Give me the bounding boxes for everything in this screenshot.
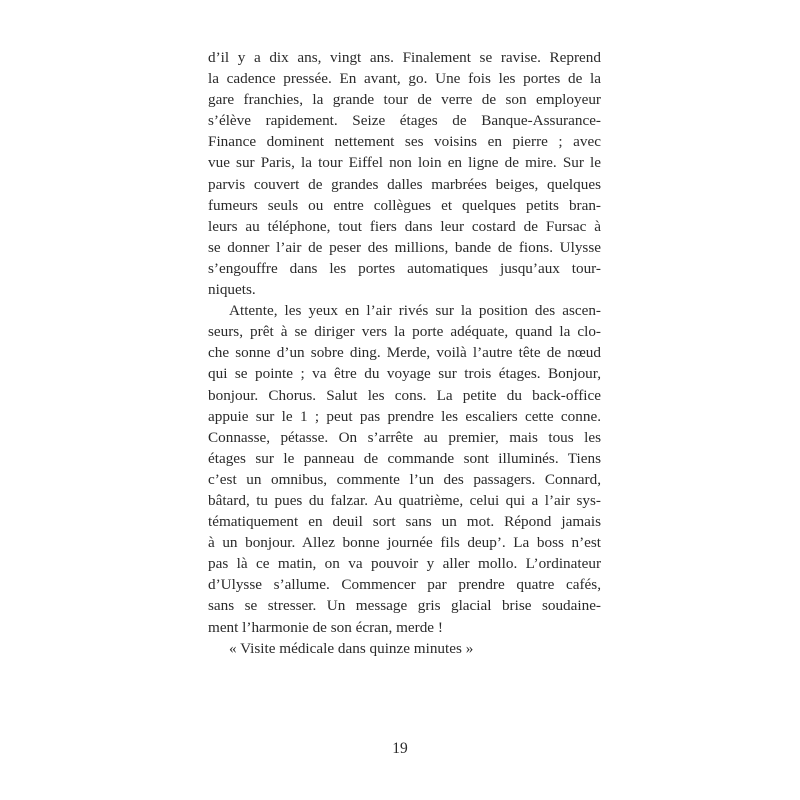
text-line: la cadence pressée. En avant, go. Une fois les portes de la xyxy=(208,70,601,88)
text-line: qui se pointe ; va être du voyage sur trois étages. Bonjour, xyxy=(208,365,601,383)
text-line: « Visite médicale dans quinze minutes » xyxy=(229,639,474,657)
text-line: pas là ce matin, on va pouvoir y aller mollo. L’ordinateur xyxy=(208,555,601,573)
text-line: se donner l’air de peser des millions, bande de fions. Ulysse xyxy=(208,238,601,256)
text-line: ment l’harmonie de son écran, merde ! xyxy=(208,618,443,636)
text-line: s’engouffre dans les portes automatiques jusqu’aux tour- xyxy=(208,259,601,277)
text-line: étages sur le panneau de commande sont illuminés. Tiens xyxy=(208,449,601,467)
paragraph xyxy=(208,47,601,300)
text-line: niquets. xyxy=(208,281,256,299)
text-line: parvis couvert de grandes dalles marbrées beiges, quelques xyxy=(208,175,601,193)
text-line: gare franchies, la grande tour de verre de son employeur xyxy=(208,91,601,109)
text-line: seurs, prêt à se diriger vers la porte adéquate, quand la clo- xyxy=(208,323,601,341)
text-line: tématiquement en deuil sort sans un mot. Répond jamais xyxy=(208,513,601,531)
text-line: à un bonjour. Allez bonne journée fils deup’. La boss n’est xyxy=(208,534,601,552)
text-line: appuie sur le 1 ; peut pas prendre les escaliers cette conne. xyxy=(208,407,601,425)
text-line: d’il y a dix ans, vingt ans. Finalement se ravise. Reprend xyxy=(208,49,601,66)
text-line: Finance dominent nettement ses voisins en pierre ; avec xyxy=(208,133,601,151)
paragraph xyxy=(208,300,601,638)
text-line: c’est un omnibus, commente l’un des passagers. Connard, xyxy=(208,470,601,488)
body-text xyxy=(208,47,601,659)
text-line: Connasse, pétasse. On s’arrête au premier, mais tous les xyxy=(208,428,601,446)
text-line: sans se stresser. Un message gris glacial brise soudaine- xyxy=(208,597,601,615)
text-line: vue sur Paris, la tour Eiffel non loin en ligne de mire. Sur le xyxy=(208,154,601,172)
text-line: leurs au téléphone, tout fiers dans leur costard de Fursac à xyxy=(208,217,601,235)
text-line: bâtard, tu pues du falzar. Au quatrième, celui qui a l’air sys- xyxy=(208,491,601,509)
text-line: bonjour. Chorus. Salut les cons. La petite du back-office xyxy=(208,386,601,404)
text-line: che sonne d’un sobre ding. Merde, voilà l’autre tête de nœud xyxy=(208,344,601,362)
page-number: 19 xyxy=(392,740,408,757)
text-line: d’Ulysse s’allume. Commencer par prendre quatre cafés, xyxy=(208,576,601,594)
text-line: fumeurs seuls ou entre collègues et quelques petits bran- xyxy=(208,196,601,214)
text-line: Attente, les yeux en l’air rivés sur la position des ascen- xyxy=(229,302,601,320)
text-line: s’élève rapidement. Seize étages de Banque-Assurance- xyxy=(208,112,601,130)
paragraph xyxy=(208,638,601,659)
